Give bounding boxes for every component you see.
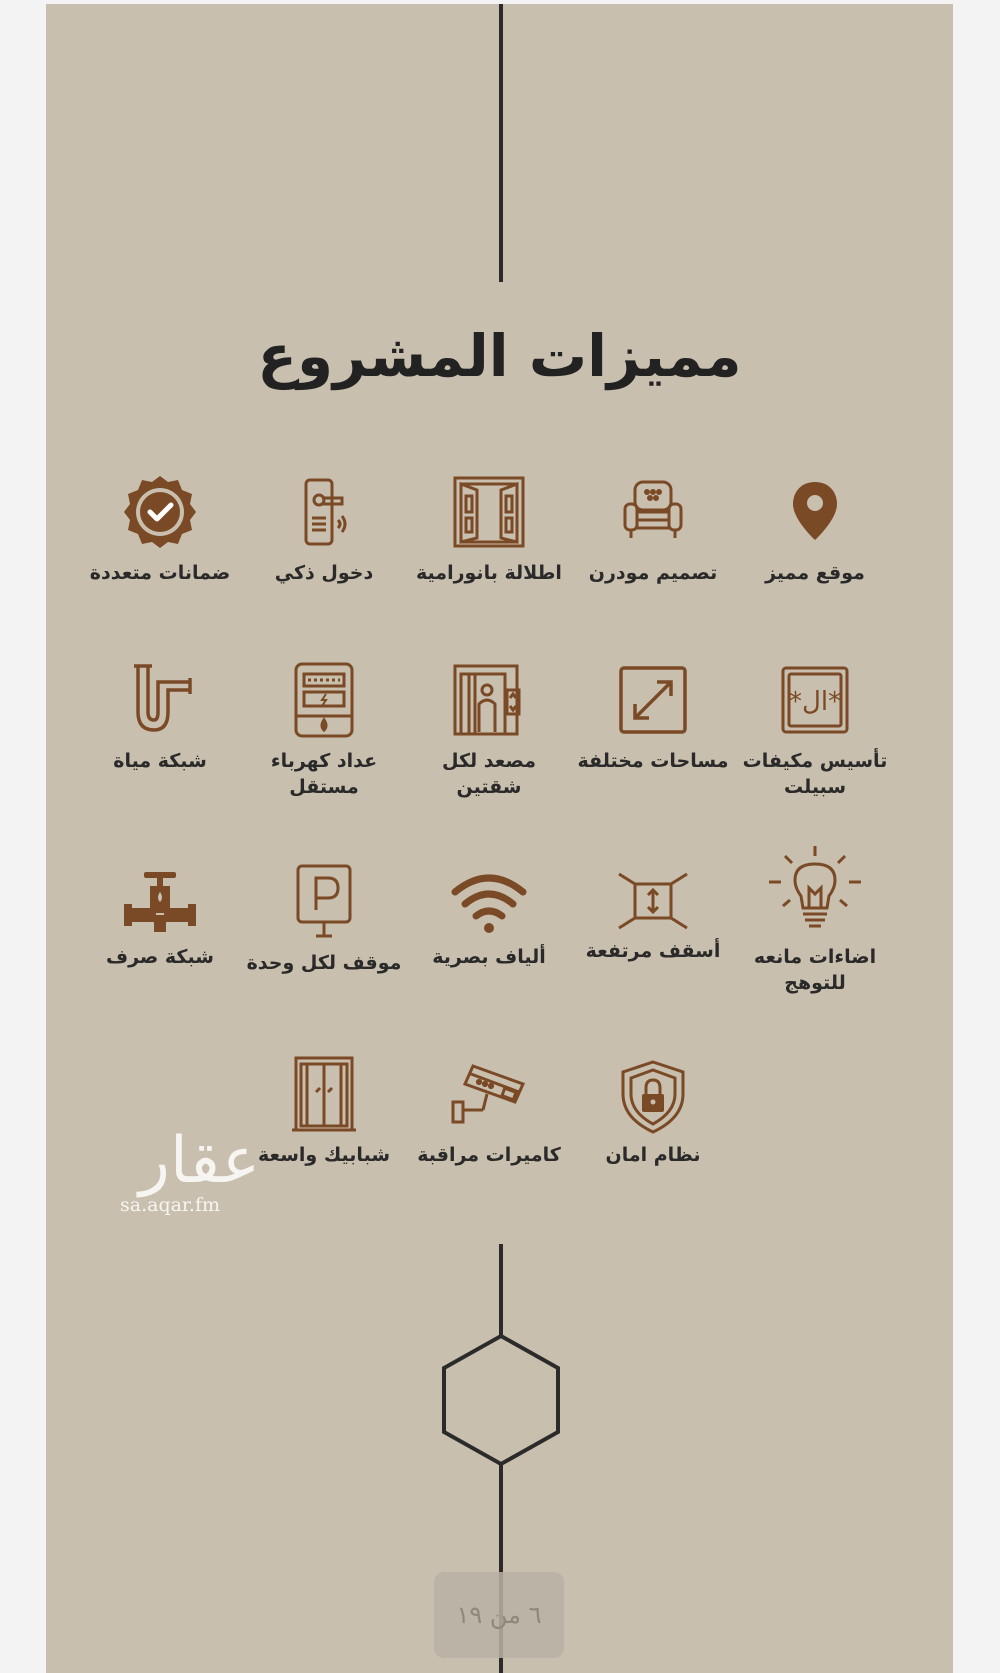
warranty-badge-icon bbox=[80, 472, 240, 552]
high-ceiling-icon bbox=[573, 870, 733, 930]
smart-lock-icon bbox=[244, 472, 404, 552]
feature-modern-design bbox=[573, 472, 733, 586]
feature-cctv bbox=[409, 1060, 569, 1168]
feature-label: عداد كهرباء مستقل bbox=[270, 750, 378, 798]
feature-high-ceilings bbox=[573, 870, 733, 964]
feature-split-ac bbox=[735, 660, 895, 800]
feature-label: تصميم مودرن bbox=[588, 562, 718, 584]
feature-electricity-meter bbox=[244, 660, 404, 800]
split-ac-icon bbox=[735, 660, 895, 740]
feature-label: شبكة مياة bbox=[113, 750, 207, 772]
svg-text:*ال*: *ال* bbox=[788, 687, 842, 717]
hexagon-ornament bbox=[440, 1332, 562, 1468]
feature-wide-windows bbox=[244, 1054, 404, 1168]
feature-location bbox=[735, 472, 895, 586]
feature-elevator bbox=[409, 660, 569, 800]
open-window-icon bbox=[409, 472, 569, 552]
feature-label: موقع مميز bbox=[765, 562, 865, 584]
feature-label: موقف لكل وحدة bbox=[246, 952, 402, 974]
feature-label: ضمانات متعددة bbox=[89, 562, 231, 584]
wifi-icon bbox=[409, 870, 569, 936]
feature-fiber-optics bbox=[409, 870, 569, 970]
feature-label: شبكة صرف bbox=[106, 946, 214, 968]
feature-label: مساحات مختلفة bbox=[577, 750, 729, 772]
armchair-icon bbox=[573, 472, 733, 552]
feature-label: ألياف بصرية bbox=[432, 946, 546, 968]
bottom-divider-line-upper bbox=[499, 1244, 503, 1336]
feature-various-areas bbox=[573, 660, 733, 774]
feature-warranties bbox=[80, 472, 240, 586]
feature-smart-entry bbox=[244, 472, 404, 586]
page-indicator: ٦ من ١٩ bbox=[434, 1572, 564, 1658]
feature-label: اطلالة بانورامية bbox=[416, 562, 562, 584]
feature-label: دخول ذكي bbox=[274, 562, 374, 584]
feature-label: تأسيس مكيفات سبيلت bbox=[742, 750, 888, 798]
feature-panoramic-view bbox=[409, 472, 569, 586]
top-divider-line bbox=[499, 4, 503, 282]
feature-label: كاميرات مراقبة bbox=[417, 1144, 561, 1166]
lightbulb-icon bbox=[735, 844, 895, 944]
aqar-watermark bbox=[90, 1126, 260, 1216]
watermark-brand: عقار bbox=[139, 1124, 260, 1198]
wide-window-icon bbox=[244, 1054, 404, 1134]
resize-arrow-icon bbox=[573, 660, 733, 740]
drainage-valve-icon bbox=[80, 870, 240, 936]
feature-antiglare-lighting bbox=[735, 844, 895, 996]
cctv-camera-icon bbox=[409, 1060, 569, 1134]
page-title: مميزات المشروع bbox=[257, 322, 742, 390]
feature-water-network bbox=[80, 660, 240, 774]
watermark-url: sa.aqar.fm bbox=[120, 1194, 221, 1216]
feature-drainage bbox=[80, 870, 240, 970]
feature-parking bbox=[244, 862, 404, 976]
features-poster bbox=[46, 4, 953, 1673]
water-pipe-icon bbox=[80, 660, 240, 740]
feature-label: اضاءات مانعه للتوهج bbox=[753, 946, 877, 994]
parking-icon bbox=[244, 862, 404, 942]
electricity-meter-icon bbox=[244, 660, 404, 740]
feature-label: أسقف مرتفعة bbox=[585, 940, 721, 962]
security-shield-icon bbox=[573, 1060, 733, 1134]
feature-label: نظام امان bbox=[605, 1144, 701, 1166]
elevator-icon bbox=[409, 660, 569, 740]
feature-label: شبابيك واسعة bbox=[257, 1144, 391, 1166]
location-pin-icon bbox=[735, 472, 895, 552]
feature-label: مصعد لكل شقتين bbox=[442, 750, 536, 798]
feature-security-system bbox=[573, 1060, 733, 1168]
